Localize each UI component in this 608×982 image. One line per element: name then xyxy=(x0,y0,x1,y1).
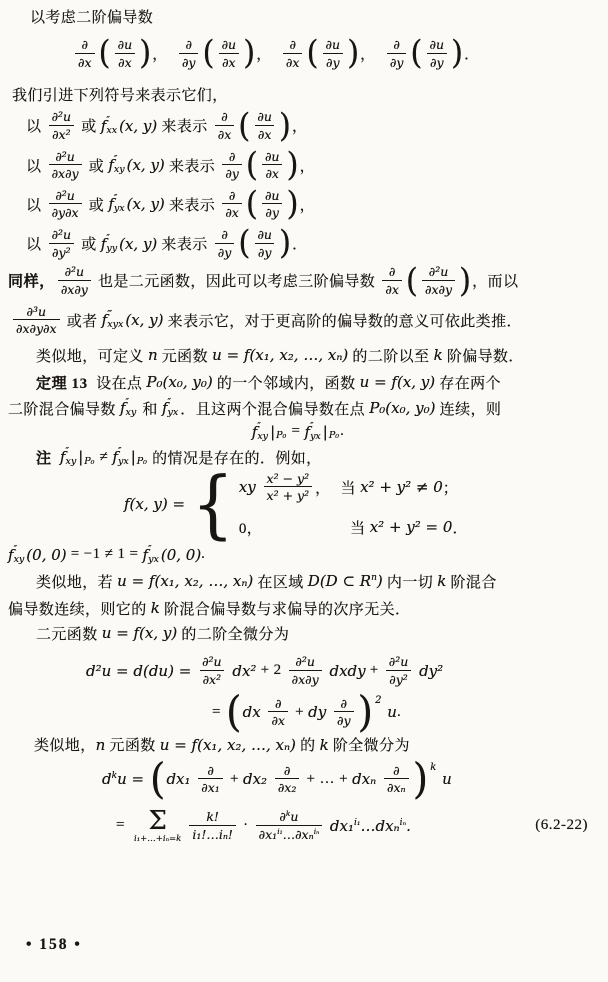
math-run: k xyxy=(437,572,447,591)
display-k-differential-2 xyxy=(116,808,590,844)
text-run: 或 xyxy=(77,119,101,136)
fraction: ∂ ∂x₁ xyxy=(198,763,223,796)
page-number: • 158 • xyxy=(26,936,82,953)
text-run: 和 xyxy=(138,401,162,418)
text-run: 或 xyxy=(77,237,101,254)
text-run: 元函数 xyxy=(105,738,160,755)
text-run: 的二阶全微分为 xyxy=(177,626,290,643)
text-run: ． xyxy=(452,520,468,537)
fraction: ∂²u ∂y∂x xyxy=(49,188,82,221)
display-second-differential-2 xyxy=(212,687,590,737)
big-paren-open-icon: ( xyxy=(149,754,166,804)
display-k-differential-1 xyxy=(102,754,590,804)
big-paren-open-icon: ( xyxy=(238,106,251,145)
text-run: ．且这两个混合偏导数在点 xyxy=(180,401,370,418)
text-run: + 2 xyxy=(256,662,286,678)
math-run: k xyxy=(319,735,329,754)
superscript: k xyxy=(430,762,437,774)
math-run: u = f(x, y) xyxy=(359,373,436,392)
math-run: f xyxy=(8,545,14,564)
fraction: x² − y² x² + y² xyxy=(264,471,313,504)
text-run: ， xyxy=(299,197,315,214)
math-run: f xyxy=(108,156,114,175)
fraction: ∂²u ∂y² xyxy=(49,227,75,260)
para-k-order-mixed-1 xyxy=(36,571,590,592)
math-run: u xyxy=(437,770,452,789)
math-run: dy xyxy=(308,703,332,722)
fraction: $\frac{\text{∂²u}}{\text{∂x²}}$ xyxy=(199,654,225,687)
fraction: ∂u ∂x xyxy=(219,37,240,70)
math-run: dx₁$^{i_1}$…dxₙ$^{i_n}$. xyxy=(325,816,411,835)
para-third-order-2 xyxy=(10,304,590,337)
text-run: 来表示 xyxy=(164,158,220,175)
fraction: $\frac{\text{∂²u}}{\text{∂y²}}$ xyxy=(386,654,412,687)
fraction: ∂²u ∂x∂y xyxy=(58,264,91,297)
text-run: 也是二元函数，因此可以考虑三阶偏导数 xyxy=(93,274,380,291)
sup-sub-stack: ″ xx xyxy=(106,114,118,136)
math-run: (0, 0) xyxy=(26,545,67,564)
sup-sub-stack: ″ xy xyxy=(125,397,137,419)
text-run: ， xyxy=(360,47,384,64)
bold-run: 注 xyxy=(36,450,52,467)
math-run: dxₙ xyxy=(352,770,382,789)
text-run: 或 xyxy=(84,197,109,214)
sup-sub-stack: ″ xy xyxy=(13,543,25,565)
sup-sub-stack: ″ yx xyxy=(117,446,129,468)
cases-row xyxy=(239,517,468,538)
math-run: (x, y) xyxy=(119,116,158,135)
text-run: 阶偏导数． xyxy=(442,348,524,365)
text-run: . xyxy=(340,423,345,440)
math-run: x² + y² ≠ 0 xyxy=(360,478,443,497)
fraction: ∂²u ∂x∂y xyxy=(422,264,455,297)
math-run: f xyxy=(161,399,168,418)
fraction: ∂u ∂y xyxy=(262,188,283,221)
subscript: P₀ xyxy=(276,429,287,441)
sup-sub-stack: ″ xy xyxy=(257,420,269,442)
text-run: 的情况是存在的．例如， xyxy=(147,450,322,467)
fraction: ∂ ∂x xyxy=(382,264,402,297)
para-n-variable xyxy=(36,345,590,366)
sup-sub-stack: ‴ xyx xyxy=(107,309,124,331)
math-run: | xyxy=(270,422,276,441)
text-run: 当 xyxy=(350,520,370,537)
text-run: 偏导数连续，则它的 xyxy=(8,601,151,618)
notation-line-yy xyxy=(26,224,590,263)
fraction: k! i₁!…iₙ! xyxy=(189,809,236,842)
para-continuation xyxy=(30,6,590,27)
math-run: u = f(x, y) xyxy=(101,624,178,643)
math-run: P₀(x₀, y₀) xyxy=(369,399,436,418)
big-paren-open-icon: ( xyxy=(245,145,258,185)
text-run: = −1 ≠ 1 = xyxy=(66,546,143,563)
remark-line xyxy=(36,447,590,468)
math-run: n xyxy=(147,346,158,365)
fraction: ∂u ∂x xyxy=(262,149,283,182)
fraction: ∂ ∂y xyxy=(222,149,242,182)
math-run: dx xyxy=(242,703,266,722)
math-run: f xyxy=(304,422,311,441)
cases-lhs xyxy=(124,495,190,513)
math-run: f xyxy=(112,448,118,467)
math-run: D(D ⊂ $R^n$) xyxy=(307,572,383,591)
notation-line-yx xyxy=(26,185,590,224)
big-paren-close-icon: ) xyxy=(286,185,299,224)
text-run: 来表示 xyxy=(164,197,220,214)
text-run: 内一切 xyxy=(382,574,438,591)
math-run: f xyxy=(119,399,126,418)
big-paren-close-icon: ) xyxy=(243,34,256,73)
fraction: ∂u ∂x xyxy=(254,109,275,142)
text-run: · xyxy=(238,817,253,834)
text-run: 类似地，可定义 xyxy=(36,348,148,365)
big-paren-close-icon: ) xyxy=(139,34,152,73)
big-paren-close-icon: ) xyxy=(451,34,464,73)
para-third-order-1 xyxy=(8,261,590,300)
text-run xyxy=(52,449,60,466)
math-run: dx₁ xyxy=(166,770,196,789)
theorem-13-line-2 xyxy=(8,398,590,419)
math-run: f xyxy=(100,116,107,135)
math-run: dx₂ xyxy=(243,770,272,789)
fraction: ∂²u ∂x∂y xyxy=(49,149,82,182)
text-run: 来表示 xyxy=(157,119,212,136)
text-run: 的 xyxy=(295,738,320,755)
text-run: ≠ xyxy=(95,448,113,465)
fraction: ∂u ∂x xyxy=(115,37,136,70)
text-run: ； xyxy=(442,480,459,497)
equation-number: (6.2-22) xyxy=(535,817,588,834)
fraction: ∂ ∂y xyxy=(215,227,235,260)
math-run: | xyxy=(322,422,328,441)
text-run: 0， xyxy=(238,520,263,537)
cases-rows xyxy=(239,471,468,538)
text-run: 或者 xyxy=(62,313,102,330)
math-run: (x, y) xyxy=(125,311,164,330)
text-run: ， xyxy=(256,47,280,64)
notation-line-xx xyxy=(26,106,590,145)
text-run: 当 xyxy=(340,480,361,497)
text-run: + xyxy=(290,703,309,720)
math-run: dy² xyxy=(414,661,444,680)
fraction: ∂u ∂y xyxy=(254,227,275,260)
fraction: ∂ ∂x₂ xyxy=(275,763,300,796)
math-run: f xyxy=(142,545,149,564)
sup-sub-stack: ″ xy xyxy=(65,446,77,468)
text-run: = xyxy=(287,423,305,440)
math-run: u = f(x₁, x₂, …, xₙ) xyxy=(159,735,296,754)
text-run: ， xyxy=(299,158,315,175)
math-run: n xyxy=(95,735,106,754)
text-run: 元函数 xyxy=(157,348,213,365)
text-run: 连续，则 xyxy=(435,401,502,418)
cases-brace-icon: { xyxy=(191,460,234,548)
fraction: ∂ ∂xₙ xyxy=(384,763,409,796)
text-run: + xyxy=(365,662,383,678)
fraction: ∂³u ∂x∂y∂x xyxy=(13,304,60,337)
big-paren-open-icon: ( xyxy=(226,687,242,737)
text-run: 以 xyxy=(26,237,46,254)
text-run: 阶混合偏导数与求偏导的次序无关． xyxy=(159,601,411,618)
text-run: 设在点 xyxy=(87,375,147,392)
math-run: x² + y² = 0 xyxy=(369,518,453,537)
math-run: P₀(x₀, y₀) xyxy=(146,373,213,392)
math-run: d²u = d(du) = xyxy=(86,661,197,680)
big-paren-close-icon: ) xyxy=(412,754,429,804)
text-run: ， xyxy=(152,47,176,64)
text-run: 类似地， xyxy=(34,738,96,755)
text-run: + xyxy=(225,770,243,787)
display-second-derivative-operators xyxy=(72,34,590,73)
text-run: 二元函数 xyxy=(36,626,102,643)
fraction: ∂ ∂x xyxy=(222,188,242,221)
sup-sub-stack: ″ yy xyxy=(106,232,118,254)
fraction: ∂ ∂y xyxy=(179,37,199,70)
text-run: ， xyxy=(315,480,331,497)
sup-sub-stack: ″ yx xyxy=(310,420,321,442)
text-run: = xyxy=(212,703,226,720)
fraction: ∂²u ∂x∂y xyxy=(289,654,322,687)
math-run: xy xyxy=(238,478,261,497)
theorem-13-line-1 xyxy=(36,372,590,393)
bold-run: 定理 13 xyxy=(36,375,88,392)
text-run: 或 xyxy=(84,158,109,175)
text-run: . xyxy=(201,546,206,563)
display-mixed-partials-equal xyxy=(6,422,590,442)
sup-sub-stack: ″ xy xyxy=(113,154,125,176)
fraction: ∂u ∂y xyxy=(427,37,448,70)
math-run: k xyxy=(433,346,443,365)
text-run: 以 xyxy=(26,119,46,136)
cases-row xyxy=(239,471,468,504)
display-second-differential-1 xyxy=(86,654,590,687)
text-run: 来表示 xyxy=(157,237,212,254)
math-run: f xyxy=(100,234,107,253)
text-run: 阶混合 xyxy=(446,574,497,591)
subscript: P₀ xyxy=(328,429,340,441)
big-paren-open-icon: ( xyxy=(245,185,258,224)
fraction: ∂²u ∂x² xyxy=(49,109,75,142)
fraction: ∂ ∂y xyxy=(387,37,407,70)
subscript: P₀ xyxy=(84,455,95,467)
fraction: ∂ ∂x xyxy=(283,37,303,70)
text-run: ，而以 xyxy=(472,274,519,291)
fraction: ∂$^k$u ∂x₁$^{i_1}$…∂xₙ$^{i_n}$ xyxy=(256,809,322,843)
math-run: u = f(x₁, x₂, …, xₙ) xyxy=(212,346,349,365)
big-paren-open-icon: ( xyxy=(410,34,423,73)
big-paren-close-icon: ) xyxy=(286,145,299,185)
math-run: (x, y) xyxy=(126,156,165,175)
text-run: 我们引进下列符号来表示它们， xyxy=(12,88,228,105)
fraction: ∂ ∂x xyxy=(268,696,288,729)
text-run: . xyxy=(396,703,402,720)
fraction: ∂ ∂x xyxy=(75,37,95,70)
big-paren-open-icon: ( xyxy=(405,261,418,300)
subscript: P₀ xyxy=(136,455,147,467)
text-run: ． xyxy=(292,237,308,254)
text-run: 以 xyxy=(26,158,46,175)
big-paren-close-icon: ) xyxy=(459,261,472,300)
math-run: k xyxy=(150,599,160,618)
math-run: u = f(x₁, x₂, …, xₙ) xyxy=(117,572,254,591)
para-introduce-notation xyxy=(12,84,590,105)
math-run: f xyxy=(108,195,114,214)
fraction: ∂ ∂y xyxy=(334,696,354,729)
math-run: (0, 0) xyxy=(160,545,202,564)
big-paren-open-icon: ( xyxy=(202,34,215,73)
math-run: f(x, y) = xyxy=(124,495,190,514)
big-paren-close-icon: ) xyxy=(357,687,374,737)
big-paren-close-icon: ) xyxy=(278,106,292,145)
math-run: dxdy xyxy=(324,661,366,680)
math-run: | xyxy=(78,448,84,467)
big-paren-open-icon: ( xyxy=(306,34,319,73)
math-run: f xyxy=(251,422,258,441)
text-run: 的二阶以至 xyxy=(348,348,434,365)
fraction: ∂ ∂x xyxy=(215,109,235,142)
text-run: 在区域 xyxy=(253,574,308,591)
fraction: ∂u ∂y xyxy=(323,37,344,70)
math-run: f xyxy=(59,448,66,467)
para-k-differential-intro xyxy=(34,734,590,755)
text-run: 阶全微分为 xyxy=(328,738,410,755)
math-run: (x, y) xyxy=(126,195,165,214)
text-run: 类似地，若 xyxy=(36,574,118,591)
sup-sub-stack: ″ yx xyxy=(148,543,159,565)
text-run: + … + xyxy=(302,770,353,787)
text-run: 以 xyxy=(26,197,46,214)
para-k-order-mixed-2 xyxy=(8,598,590,619)
summation-symbol: Σ i₁+…+iₙ=k xyxy=(134,806,182,845)
text-run: = xyxy=(116,817,130,834)
sup-sub-stack: ″ yx xyxy=(113,193,125,215)
notation-line-xy xyxy=(26,145,590,185)
counterexample-values xyxy=(8,545,590,565)
para-second-differential-intro xyxy=(36,623,590,644)
math-run: (x, y) xyxy=(119,234,158,253)
text-run: 来表示它，对于更高阶的偏导数的意义可依此类推． xyxy=(163,313,522,330)
superscript: 2 xyxy=(375,695,382,707)
text-run: 的一个邻域内，函数 xyxy=(212,375,360,392)
math-run: | xyxy=(130,448,136,467)
math-run: u xyxy=(382,703,397,722)
text-run: 以考虑二阶偏导数 xyxy=(30,10,154,26)
big-paren-close-icon: ) xyxy=(347,34,360,73)
math-run: dx² xyxy=(227,661,257,680)
big-paren-open-icon: ( xyxy=(238,224,251,263)
text-run: ． xyxy=(464,47,480,64)
text-run: 二阶混合偏导数 xyxy=(8,401,120,418)
math-run: $d^ku$ = xyxy=(102,770,149,789)
text-run: 存在两个 xyxy=(435,375,501,392)
big-paren-open-icon: ( xyxy=(98,34,111,73)
big-paren-close-icon: ) xyxy=(278,224,292,263)
sup-sub-stack: ″ yx xyxy=(167,397,179,419)
math-run: f xyxy=(101,311,108,330)
text-run: ， xyxy=(292,119,308,136)
bold-run: 同样， xyxy=(8,274,55,291)
